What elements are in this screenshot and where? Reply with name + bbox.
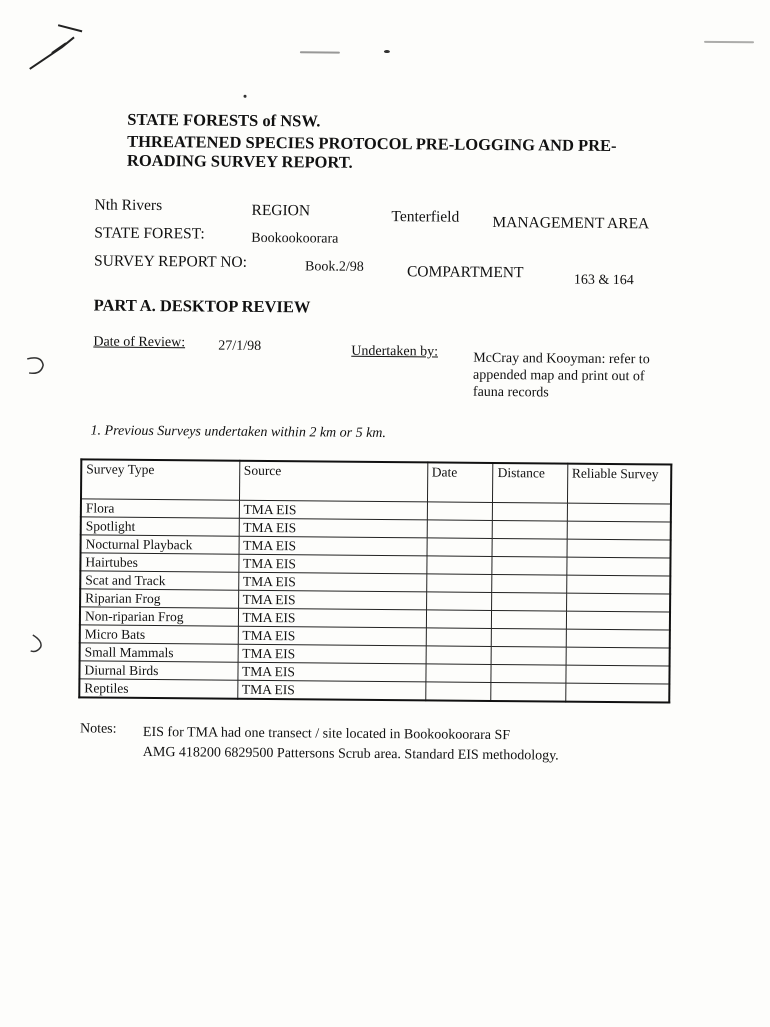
region-label: REGION bbox=[251, 201, 311, 220]
pen-scribble-mark bbox=[22, 17, 93, 78]
speck bbox=[244, 95, 247, 98]
cell-date bbox=[427, 520, 493, 539]
table-header-row bbox=[81, 459, 671, 504]
cell-reliable bbox=[567, 503, 671, 522]
cell-date bbox=[426, 646, 492, 665]
cell-date bbox=[427, 502, 493, 521]
cell-source: TMA EIS bbox=[238, 590, 426, 610]
cell-distance bbox=[491, 682, 566, 701]
header-distance: Distance bbox=[493, 463, 568, 503]
cell-distance bbox=[492, 556, 566, 575]
cell-distance bbox=[492, 592, 566, 611]
cell-date bbox=[426, 592, 492, 611]
date-of-review-value: 27/1/98 bbox=[218, 338, 262, 354]
cell-reliable bbox=[566, 611, 670, 630]
cell-source: TMA EIS bbox=[237, 680, 425, 700]
undertaken-by-label: Undertaken by: bbox=[351, 343, 439, 360]
notes-label: Notes: bbox=[79, 721, 117, 737]
cell-distance bbox=[492, 610, 566, 629]
cell-reliable bbox=[566, 575, 670, 594]
management-area-label: MANAGEMENT AREA bbox=[492, 213, 650, 233]
cell-reliable bbox=[565, 683, 669, 702]
header-date: Date bbox=[427, 462, 493, 502]
header-source: Source bbox=[239, 461, 427, 502]
binder-hole-mark-bottom bbox=[27, 631, 47, 655]
management-area-value: Tenterfield bbox=[391, 208, 460, 226]
cell-survey-type: Hairtubes bbox=[80, 553, 238, 572]
cell-distance bbox=[493, 502, 567, 521]
compartment-value: 163 & 164 bbox=[573, 272, 634, 289]
cell-source: TMA EIS bbox=[238, 572, 426, 592]
cell-date bbox=[427, 538, 493, 557]
doc-title-line3: ROADING SURVEY REPORT. bbox=[126, 150, 353, 172]
cell-survey-type: Riparian Frog bbox=[80, 589, 238, 608]
cell-date bbox=[426, 574, 492, 593]
cell-reliable bbox=[566, 647, 670, 666]
part-a-title: PART A. DESKTOP REVIEW bbox=[93, 295, 311, 317]
cell-distance bbox=[493, 520, 567, 539]
cell-source: TMA EIS bbox=[239, 500, 427, 520]
header-survey-type: Survey Type bbox=[81, 459, 239, 500]
cell-reliable bbox=[567, 521, 671, 540]
binder-hole-mark-top bbox=[23, 353, 47, 377]
cell-survey-type: Spotlight bbox=[81, 517, 239, 536]
cell-reliable bbox=[566, 593, 670, 612]
cell-survey-type: Reptiles bbox=[79, 679, 237, 699]
cell-reliable bbox=[567, 539, 671, 558]
cell-survey-type: Small Mammals bbox=[80, 643, 238, 662]
undertaken-by-line1: McCray and Kooyman: refer to bbox=[473, 350, 650, 368]
notes-line1: EIS for TMA had one transect / site located in Bookookoorara SF bbox=[142, 724, 511, 744]
cell-distance bbox=[491, 646, 565, 665]
cell-distance bbox=[492, 538, 566, 557]
cell-source: TMA EIS bbox=[238, 608, 426, 628]
cell-source: TMA EIS bbox=[238, 626, 426, 646]
state-forest-label: STATE FOREST: bbox=[94, 224, 205, 243]
table-row bbox=[79, 679, 669, 703]
cell-source: TMA EIS bbox=[238, 554, 426, 574]
cell-date bbox=[425, 664, 491, 683]
previous-surveys-table bbox=[78, 458, 672, 703]
cell-reliable bbox=[567, 557, 671, 576]
cell-source: TMA EIS bbox=[238, 644, 426, 664]
cell-source: TMA EIS bbox=[239, 518, 427, 538]
cell-date bbox=[425, 682, 491, 701]
region-value: Nth Rivers bbox=[94, 196, 163, 215]
cell-survey-type: Nocturnal Playback bbox=[81, 535, 239, 554]
cell-survey-type: Non-riparian Frog bbox=[80, 607, 238, 626]
cell-survey-type: Scat and Track bbox=[80, 571, 238, 590]
cell-date bbox=[426, 610, 492, 629]
cell-distance bbox=[492, 574, 566, 593]
cell-date bbox=[426, 628, 492, 647]
cell-distance bbox=[491, 664, 565, 683]
cell-source: TMA EIS bbox=[238, 662, 426, 682]
doc-title-line1: STATE FORESTS of NSW. bbox=[127, 109, 321, 131]
survey-report-value: Book.2/98 bbox=[304, 259, 364, 275]
cell-source: TMA EIS bbox=[239, 536, 427, 556]
cell-survey-type: Diurnal Birds bbox=[79, 661, 237, 680]
undertaken-by-line3: fauna records bbox=[472, 384, 549, 401]
date-of-review-label: Date of Review: bbox=[93, 334, 186, 351]
cell-survey-type: Micro Bats bbox=[80, 625, 238, 644]
survey-report-label: SURVEY REPORT NO: bbox=[94, 252, 248, 271]
state-forest-value: Bookookoorara bbox=[251, 230, 339, 247]
cell-reliable bbox=[566, 665, 670, 684]
cell-reliable bbox=[566, 629, 670, 648]
cell-survey-type: Flora bbox=[81, 499, 239, 518]
cell-distance bbox=[492, 628, 566, 647]
undertaken-by-line2: appended map and print out of bbox=[473, 367, 645, 385]
cell-date bbox=[426, 556, 492, 575]
speck bbox=[300, 51, 340, 53]
notes-line2: AMG 418200 6829500 Pattersons Scrub area. Standard EIS methodology. bbox=[142, 744, 559, 764]
speck bbox=[704, 41, 754, 43]
header-reliable-survey: Reliable Survey bbox=[567, 464, 671, 504]
speck bbox=[384, 50, 390, 53]
section1-title: 1. Previous Surveys undertaken within 2 km or 5 km. bbox=[90, 423, 387, 442]
compartment-label: COMPARTMENT bbox=[406, 263, 524, 282]
doc-title-line2: THREATENED SPECIES PROTOCOL PRE-LOGGING AND PRE- bbox=[127, 131, 617, 156]
